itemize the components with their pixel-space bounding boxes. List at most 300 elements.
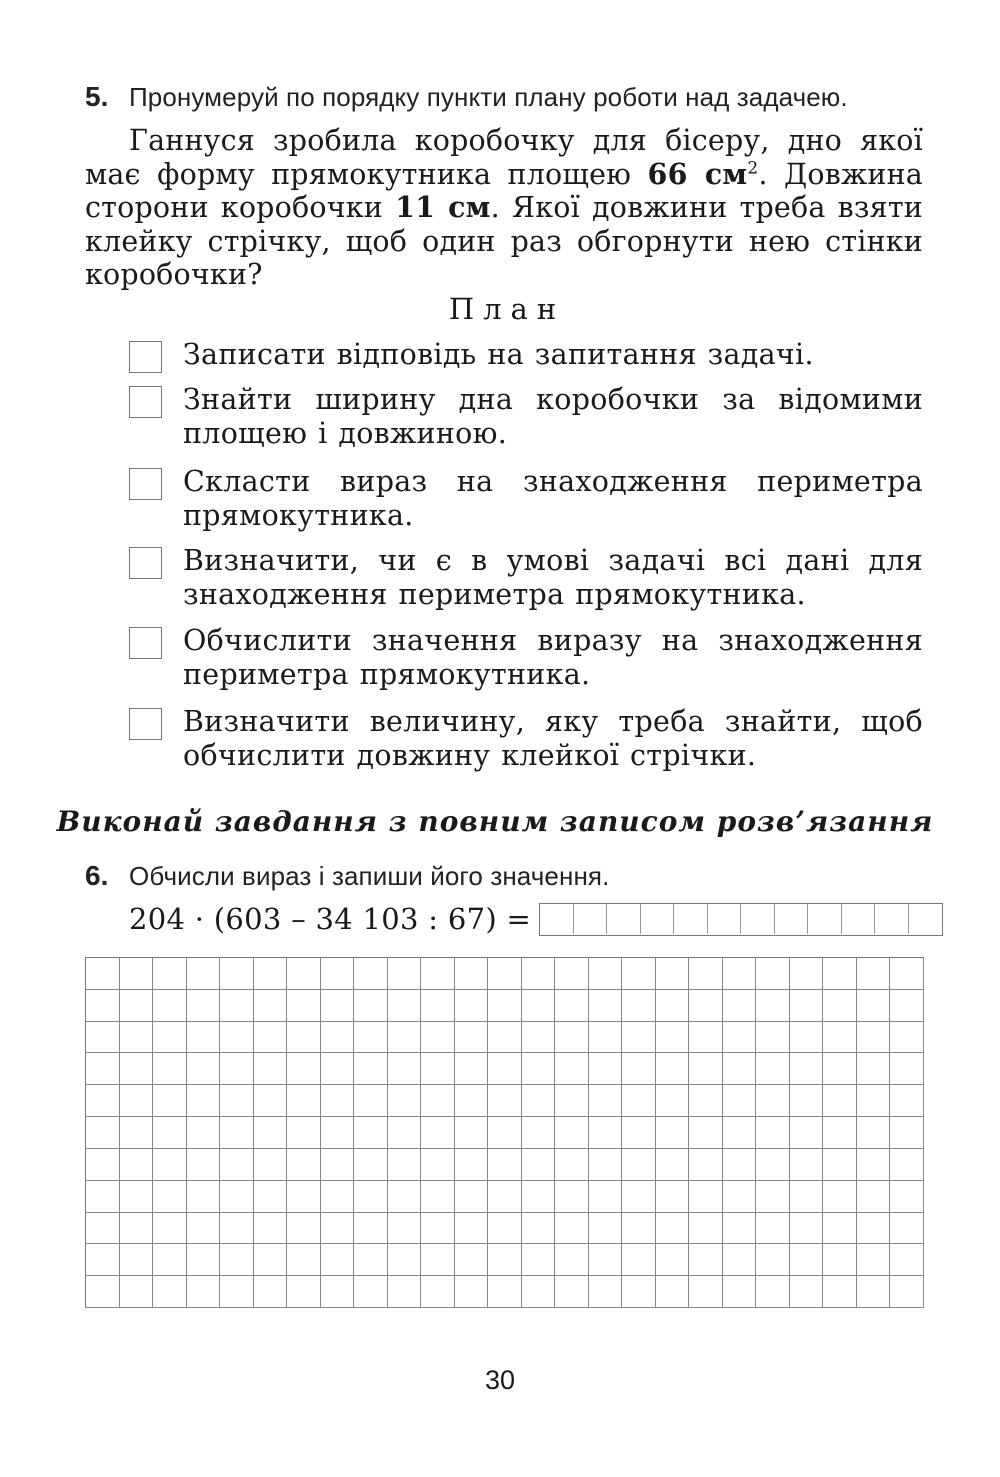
grid-cell[interactable]: [656, 1244, 690, 1276]
grid-cell[interactable]: [522, 1022, 556, 1054]
grid-cell[interactable]: [488, 1213, 522, 1245]
grid-cell[interactable]: [287, 990, 321, 1022]
grid-cell[interactable]: [455, 1149, 489, 1181]
grid-cell[interactable]: [220, 958, 254, 990]
grid-cell[interactable]: [220, 990, 254, 1022]
grid-cell[interactable]: [823, 1181, 857, 1213]
grid-cell[interactable]: [455, 990, 489, 1022]
grid-cell[interactable]: [220, 1181, 254, 1213]
grid-cell[interactable]: [522, 990, 556, 1022]
grid-cell[interactable]: [287, 958, 321, 990]
grid-cell[interactable]: [86, 990, 120, 1022]
grid-cell[interactable]: [187, 1053, 221, 1085]
grid-cell[interactable]: [555, 1276, 589, 1308]
grid-cell[interactable]: [857, 1181, 891, 1213]
grid-cell[interactable]: [120, 1117, 154, 1149]
grid-cell[interactable]: [455, 1181, 489, 1213]
grid-cell[interactable]: [555, 958, 589, 990]
grid-cell[interactable]: [354, 1117, 388, 1149]
grid-cell[interactable]: [354, 1022, 388, 1054]
plan-number-box[interactable]: [129, 341, 162, 373]
grid-cell[interactable]: [589, 1276, 623, 1308]
grid-cell[interactable]: [388, 1085, 422, 1117]
grid-cell[interactable]: [522, 1213, 556, 1245]
grid-cell[interactable]: [388, 1213, 422, 1245]
answer-cell[interactable]: [540, 904, 574, 934]
grid-cell[interactable]: [321, 1213, 355, 1245]
grid-cell[interactable]: [723, 1022, 757, 1054]
grid-cell[interactable]: [421, 958, 455, 990]
grid-cell[interactable]: [321, 1117, 355, 1149]
grid-cell[interactable]: [120, 1244, 154, 1276]
grid-cell[interactable]: [153, 1022, 187, 1054]
grid-cell[interactable]: [388, 1244, 422, 1276]
grid-cell[interactable]: [86, 1149, 120, 1181]
answer-cell[interactable]: [574, 904, 608, 934]
grid-cell[interactable]: [622, 1149, 656, 1181]
grid-cell[interactable]: [321, 1181, 355, 1213]
grid-cell[interactable]: [354, 1053, 388, 1085]
grid-cell[interactable]: [756, 1085, 790, 1117]
grid-cell[interactable]: [354, 1276, 388, 1308]
task-5-problem-text: [85, 124, 923, 292]
grid-cell[interactable]: [187, 1022, 221, 1054]
grid-cell[interactable]: [689, 1085, 723, 1117]
grid-cell[interactable]: [254, 1213, 288, 1245]
answer-cell[interactable]: [808, 904, 842, 934]
grid-cell[interactable]: [756, 1053, 790, 1085]
grid-cell[interactable]: [723, 1276, 757, 1308]
grid-cell[interactable]: [421, 1276, 455, 1308]
grid-cell[interactable]: [321, 1022, 355, 1054]
answer-cell[interactable]: [741, 904, 775, 934]
grid-cell[interactable]: [287, 1213, 321, 1245]
grid-cell[interactable]: [287, 1276, 321, 1308]
grid-cell[interactable]: [823, 1053, 857, 1085]
grid-cell[interactable]: [756, 1149, 790, 1181]
grid-cell[interactable]: [421, 990, 455, 1022]
grid-cell[interactable]: [254, 1053, 288, 1085]
grid-cell[interactable]: [723, 1213, 757, 1245]
grid-cell[interactable]: [723, 958, 757, 990]
grid-cell[interactable]: [857, 1149, 891, 1181]
grid-cell[interactable]: [890, 1181, 924, 1213]
grid-cell[interactable]: [488, 1053, 522, 1085]
grid-cell[interactable]: [522, 1181, 556, 1213]
grid-cell[interactable]: [455, 1117, 489, 1149]
grid-cell[interactable]: [689, 1276, 723, 1308]
grid-cell[interactable]: [890, 1053, 924, 1085]
grid-cell[interactable]: [220, 1149, 254, 1181]
grid-cell[interactable]: [756, 1213, 790, 1245]
grid-cell[interactable]: [790, 1181, 824, 1213]
grid-cell[interactable]: [388, 1053, 422, 1085]
grid-cell[interactable]: [321, 1085, 355, 1117]
grid-cell[interactable]: [287, 1149, 321, 1181]
grid-cell[interactable]: [723, 1053, 757, 1085]
grid-cell[interactable]: [120, 1022, 154, 1054]
grid-cell[interactable]: [153, 1244, 187, 1276]
grid-cell[interactable]: [522, 1244, 556, 1276]
grid-cell[interactable]: [220, 1117, 254, 1149]
grid-cell[interactable]: [220, 1213, 254, 1245]
grid-cell[interactable]: [823, 1022, 857, 1054]
answer-cell[interactable]: [775, 904, 809, 934]
grid-cell[interactable]: [86, 958, 120, 990]
grid-cell[interactable]: [857, 1244, 891, 1276]
grid-cell[interactable]: [388, 1276, 422, 1308]
grid-cell[interactable]: [823, 1085, 857, 1117]
grid-cell[interactable]: [388, 1149, 422, 1181]
grid-cell[interactable]: [857, 1276, 891, 1308]
grid-cell[interactable]: [321, 1276, 355, 1308]
grid-cell[interactable]: [86, 1276, 120, 1308]
grid-cell[interactable]: [287, 1022, 321, 1054]
answer-cell[interactable]: [875, 904, 909, 934]
task-5-title: Пронумеруй по порядку пункти плану роботи над задачею.: [129, 82, 848, 112]
grid-cell[interactable]: [522, 1053, 556, 1085]
grid-cell[interactable]: [823, 990, 857, 1022]
grid-cell[interactable]: [354, 1181, 388, 1213]
grid-cell[interactable]: [153, 958, 187, 990]
grid-cell[interactable]: [555, 990, 589, 1022]
grid-cell[interactable]: [153, 1053, 187, 1085]
grid-cell[interactable]: [589, 1085, 623, 1117]
grid-cell[interactable]: [287, 1181, 321, 1213]
grid-cell[interactable]: [321, 1053, 355, 1085]
grid-cell[interactable]: [321, 1244, 355, 1276]
problem-part-2: . Довжина сторони коробочки: [85, 157, 923, 224]
grid-cell[interactable]: [790, 1213, 824, 1245]
grid-cell[interactable]: [756, 1022, 790, 1054]
grid-cell[interactable]: [321, 990, 355, 1022]
grid-cell[interactable]: [857, 958, 891, 990]
grid-cell[interactable]: [589, 990, 623, 1022]
grid-cell[interactable]: [723, 1085, 757, 1117]
grid-cell[interactable]: [689, 1053, 723, 1085]
grid-cell[interactable]: [656, 990, 690, 1022]
grid-cell[interactable]: [622, 1213, 656, 1245]
grid-cell[interactable]: [388, 990, 422, 1022]
grid-cell[interactable]: [723, 1244, 757, 1276]
grid-cell[interactable]: [656, 958, 690, 990]
grid-cell[interactable]: [287, 1085, 321, 1117]
grid-cell[interactable]: [555, 1213, 589, 1245]
grid-cell[interactable]: [153, 1181, 187, 1213]
grid-cell[interactable]: [120, 1149, 154, 1181]
length-value: 11 см: [395, 190, 491, 224]
grid-cell[interactable]: [589, 1117, 623, 1149]
grid-cell[interactable]: [421, 1181, 455, 1213]
grid-cell[interactable]: [790, 1053, 824, 1085]
grid-cell[interactable]: [555, 1181, 589, 1213]
grid-cell[interactable]: [622, 990, 656, 1022]
grid-cell[interactable]: [86, 1244, 120, 1276]
grid-cell[interactable]: [187, 1149, 221, 1181]
grid-cell[interactable]: [857, 1085, 891, 1117]
grid-cell[interactable]: [756, 990, 790, 1022]
grid-cell[interactable]: [354, 958, 388, 990]
grid-cell[interactable]: [723, 1117, 757, 1149]
grid-cell[interactable]: [790, 1244, 824, 1276]
grid-cell[interactable]: [120, 1181, 154, 1213]
grid-cell[interactable]: [823, 1117, 857, 1149]
grid-cell[interactable]: [656, 1213, 690, 1245]
grid-cell[interactable]: [689, 990, 723, 1022]
grid-cell[interactable]: [120, 958, 154, 990]
grid-cell[interactable]: [555, 1085, 589, 1117]
grid-cell[interactable]: [890, 1085, 924, 1117]
grid-cell[interactable]: [388, 1117, 422, 1149]
grid-cell[interactable]: [790, 1149, 824, 1181]
grid-cell[interactable]: [522, 958, 556, 990]
grid-cell[interactable]: [254, 990, 288, 1022]
grid-cell[interactable]: [187, 958, 221, 990]
grid-cell[interactable]: [689, 1022, 723, 1054]
grid-cell[interactable]: [555, 1149, 589, 1181]
grid-cell[interactable]: [455, 1053, 489, 1085]
grid-cell[interactable]: [890, 1022, 924, 1054]
grid-cell[interactable]: [790, 1117, 824, 1149]
grid-cell[interactable]: [455, 1213, 489, 1245]
answer-cell[interactable]: [708, 904, 742, 934]
grid-cell[interactable]: [790, 1085, 824, 1117]
grid-cell[interactable]: [622, 1181, 656, 1213]
grid-cell[interactable]: [857, 1022, 891, 1054]
grid-cell[interactable]: [187, 1244, 221, 1276]
grid-cell[interactable]: [187, 1213, 221, 1245]
grid-cell[interactable]: [656, 1276, 690, 1308]
grid-cell[interactable]: [120, 1213, 154, 1245]
grid-cell[interactable]: [488, 1117, 522, 1149]
answer-cell[interactable]: [641, 904, 675, 934]
grid-cell[interactable]: [421, 1117, 455, 1149]
grid-cell[interactable]: [857, 990, 891, 1022]
plan-number-box[interactable]: [129, 386, 162, 418]
grid-cell[interactable]: [522, 1276, 556, 1308]
grid-cell[interactable]: [254, 1022, 288, 1054]
grid-cell[interactable]: [254, 1181, 288, 1213]
grid-cell[interactable]: [555, 1244, 589, 1276]
grid-cell[interactable]: [153, 1213, 187, 1245]
grid-cell[interactable]: [823, 1276, 857, 1308]
grid-cell[interactable]: [622, 1276, 656, 1308]
grid-cell[interactable]: [589, 1213, 623, 1245]
plan-number-box[interactable]: [129, 708, 162, 740]
grid-cell[interactable]: [656, 1085, 690, 1117]
grid-cell[interactable]: [823, 1213, 857, 1245]
grid-cell[interactable]: [321, 958, 355, 990]
grid-cell[interactable]: [220, 1053, 254, 1085]
grid-cell[interactable]: [455, 1276, 489, 1308]
grid-cell[interactable]: [287, 1117, 321, 1149]
grid-cell[interactable]: [723, 990, 757, 1022]
grid-cell[interactable]: [488, 1181, 522, 1213]
grid-cell[interactable]: [689, 1181, 723, 1213]
grid-cell[interactable]: [421, 1244, 455, 1276]
grid-cell[interactable]: [656, 1022, 690, 1054]
grid-cell[interactable]: [689, 1149, 723, 1181]
grid-cell[interactable]: [388, 1022, 422, 1054]
grid-cell[interactable]: [890, 990, 924, 1022]
grid-cell[interactable]: [254, 1085, 288, 1117]
grid-cell[interactable]: [890, 1117, 924, 1149]
grid-cell[interactable]: [488, 1022, 522, 1054]
grid-cell[interactable]: [622, 958, 656, 990]
grid-cell[interactable]: [890, 1276, 924, 1308]
grid-cell[interactable]: [890, 958, 924, 990]
answer-cell[interactable]: [842, 904, 876, 934]
solution-grid[interactable]: [85, 957, 924, 1308]
grid-cell[interactable]: [220, 1022, 254, 1054]
grid-cell[interactable]: [756, 1276, 790, 1308]
grid-cell[interactable]: [86, 1213, 120, 1245]
grid-cell[interactable]: [890, 1244, 924, 1276]
grid-cell[interactable]: [354, 1149, 388, 1181]
grid-cell[interactable]: [689, 1213, 723, 1245]
grid-cell[interactable]: [187, 1085, 221, 1117]
grid-cell[interactable]: [388, 1181, 422, 1213]
grid-cell[interactable]: [120, 1276, 154, 1308]
grid-cell[interactable]: [790, 1022, 824, 1054]
grid-cell[interactable]: [790, 1276, 824, 1308]
grid-cell[interactable]: [86, 1053, 120, 1085]
grid-cell[interactable]: [254, 1244, 288, 1276]
grid-cell[interactable]: [656, 1053, 690, 1085]
grid-cell[interactable]: [488, 990, 522, 1022]
grid-cell[interactable]: [689, 958, 723, 990]
grid-cell[interactable]: [220, 1244, 254, 1276]
plan-number-box[interactable]: [129, 627, 162, 659]
grid-cell[interactable]: [153, 1276, 187, 1308]
grid-cell[interactable]: [823, 1149, 857, 1181]
grid-cell[interactable]: [153, 1117, 187, 1149]
grid-cell[interactable]: [589, 1181, 623, 1213]
plan-item-text: Скласти вираз на знаходження периметра прямокутника.: [183, 465, 923, 532]
grid-cell[interactable]: [555, 1117, 589, 1149]
grid-cell[interactable]: [555, 1053, 589, 1085]
grid-cell[interactable]: [421, 1149, 455, 1181]
grid-cell[interactable]: [86, 1117, 120, 1149]
grid-cell[interactable]: [622, 1085, 656, 1117]
grid-cell[interactable]: [857, 1213, 891, 1245]
grid-cell[interactable]: [153, 990, 187, 1022]
grid-cell[interactable]: [823, 1244, 857, 1276]
grid-cell[interactable]: [354, 1213, 388, 1245]
grid-cell[interactable]: [354, 990, 388, 1022]
grid-cell[interactable]: [857, 1053, 891, 1085]
grid-cell[interactable]: [756, 1244, 790, 1276]
grid-cell[interactable]: [354, 1085, 388, 1117]
grid-cell[interactable]: [388, 958, 422, 990]
answer-cell[interactable]: [607, 904, 641, 934]
grid-cell[interactable]: [254, 1149, 288, 1181]
grid-cell[interactable]: [287, 1244, 321, 1276]
grid-cell[interactable]: [421, 1053, 455, 1085]
grid-cell[interactable]: [723, 1149, 757, 1181]
grid-cell[interactable]: [187, 990, 221, 1022]
grid-cell[interactable]: [656, 1117, 690, 1149]
grid-cell[interactable]: [589, 1244, 623, 1276]
grid-cell[interactable]: [488, 1244, 522, 1276]
grid-cell[interactable]: [622, 1022, 656, 1054]
answer-cell[interactable]: [909, 904, 943, 934]
grid-cell[interactable]: [354, 1244, 388, 1276]
grid-cell[interactable]: [823, 958, 857, 990]
grid-cell[interactable]: [622, 1117, 656, 1149]
grid-cell[interactable]: [488, 1085, 522, 1117]
grid-cell[interactable]: [756, 1117, 790, 1149]
answer-cells[interactable]: [539, 903, 943, 936]
grid-cell[interactable]: [488, 1149, 522, 1181]
grid-cell[interactable]: [421, 1213, 455, 1245]
grid-cell[interactable]: [153, 1085, 187, 1117]
plan-number-box[interactable]: [129, 468, 162, 500]
plan-number-box[interactable]: [129, 547, 162, 579]
grid-cell[interactable]: [589, 1149, 623, 1181]
grid-cell[interactable]: [254, 1276, 288, 1308]
grid-cell[interactable]: [790, 990, 824, 1022]
grid-cell[interactable]: [120, 1085, 154, 1117]
grid-cell[interactable]: [589, 1053, 623, 1085]
grid-cell[interactable]: [287, 1053, 321, 1085]
grid-cell[interactable]: [857, 1117, 891, 1149]
grid-cell[interactable]: [220, 1085, 254, 1117]
grid-cell[interactable]: [756, 958, 790, 990]
grid-cell[interactable]: [86, 1022, 120, 1054]
grid-cell[interactable]: [455, 1244, 489, 1276]
grid-cell[interactable]: [421, 1085, 455, 1117]
grid-cell[interactable]: [455, 1085, 489, 1117]
grid-cell[interactable]: [555, 1022, 589, 1054]
grid-cell[interactable]: [86, 1181, 120, 1213]
grid-cell[interactable]: [522, 1085, 556, 1117]
grid-cell[interactable]: [455, 958, 489, 990]
grid-cell[interactable]: [756, 1181, 790, 1213]
grid-cell[interactable]: [723, 1181, 757, 1213]
grid-cell[interactable]: [790, 958, 824, 990]
grid-cell[interactable]: [120, 990, 154, 1022]
grid-cell[interactable]: [656, 1181, 690, 1213]
grid-cell[interactable]: [589, 1022, 623, 1054]
answer-cell[interactable]: [674, 904, 708, 934]
grid-cell[interactable]: [488, 1276, 522, 1308]
grid-cell[interactable]: [522, 1117, 556, 1149]
grid-cell[interactable]: [890, 1213, 924, 1245]
grid-cell[interactable]: [187, 1181, 221, 1213]
grid-cell[interactable]: [488, 958, 522, 990]
grid-cell[interactable]: [321, 1149, 355, 1181]
grid-cell[interactable]: [622, 1244, 656, 1276]
grid-cell[interactable]: [689, 1244, 723, 1276]
grid-cell[interactable]: [689, 1117, 723, 1149]
grid-cell[interactable]: [187, 1276, 221, 1308]
grid-cell[interactable]: [522, 1149, 556, 1181]
grid-cell[interactable]: [220, 1276, 254, 1308]
grid-cell[interactable]: [187, 1117, 221, 1149]
grid-cell[interactable]: [120, 1053, 154, 1085]
grid-cell[interactable]: [890, 1149, 924, 1181]
grid-cell[interactable]: [589, 958, 623, 990]
grid-cell[interactable]: [656, 1149, 690, 1181]
grid-cell[interactable]: [254, 1117, 288, 1149]
grid-cell[interactable]: [86, 1085, 120, 1117]
grid-cell[interactable]: [455, 1022, 489, 1054]
grid-cell[interactable]: [421, 1022, 455, 1054]
grid-cell[interactable]: [153, 1149, 187, 1181]
grid-cell[interactable]: [622, 1053, 656, 1085]
grid-cell[interactable]: [254, 958, 288, 990]
